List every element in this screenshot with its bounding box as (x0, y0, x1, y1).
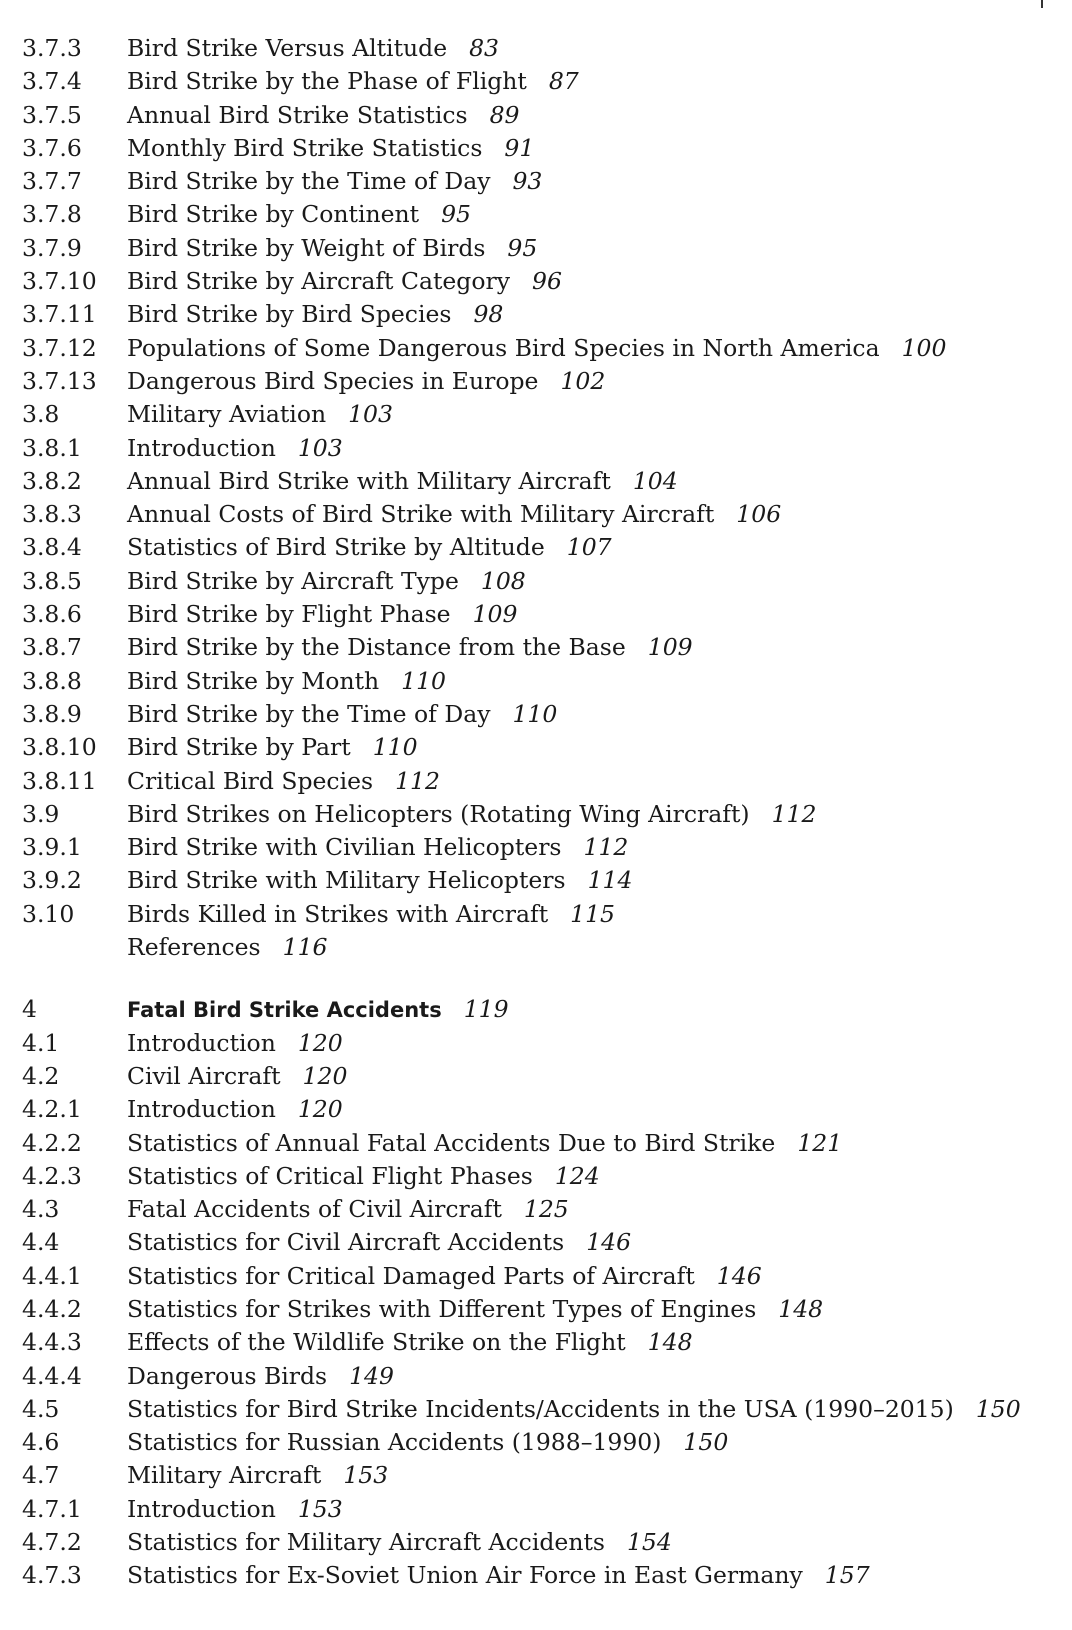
toc-section-number: 3.10 (22, 899, 75, 928)
toc-entry-row (22, 365, 1052, 398)
toc-entry-row (22, 1360, 1052, 1393)
toc-section-number: 3.7.11 (22, 300, 97, 329)
toc-section-title: Fatal Bird Strike Accidents (127, 998, 442, 1023)
toc-section-number: 3.7.5 (22, 100, 82, 129)
toc-entry-row (22, 531, 1052, 564)
toc-page-number: 120 (297, 1028, 343, 1057)
toc-section-number: 4 (22, 995, 37, 1024)
toc-entry-row (22, 864, 1052, 897)
toc-section-number: 3.8.11 (22, 766, 97, 795)
toc-page-number: 109 (647, 633, 693, 662)
toc-entry-row (22, 1559, 1052, 1592)
toc-section-title: Birds Killed in Strikes with Aircraft (127, 899, 549, 928)
toc-section-number: 4.2.2 (22, 1128, 82, 1157)
toc-entry-row (22, 432, 1052, 465)
toc-page-number: 119 (463, 995, 509, 1024)
toc-entry-row (22, 1027, 1052, 1060)
toc-section-title: Bird Strike with Civilian Helicopters (127, 833, 562, 862)
toc-entry-row (22, 665, 1052, 698)
toc-section-title: Bird Strike with Military Helicopters (127, 866, 566, 895)
toc-section-number: 4.2.1 (22, 1095, 82, 1124)
toc-section-title: Statistics of Critical Flight Phases (127, 1161, 533, 1190)
toc-entry-row (22, 298, 1052, 331)
toc-page-number: 106 (736, 500, 782, 529)
toc-entry-row (22, 465, 1052, 498)
toc-section-title: Annual Costs of Bird Strike with Military Aircraft (127, 500, 715, 529)
toc-entry-row (22, 198, 1052, 231)
toc-page-number: 95 (441, 200, 471, 229)
toc-entry-row (22, 1393, 1052, 1426)
toc-section-title: Bird Strikes on Helicopters (Rotating Wing Aircraft) (127, 799, 750, 828)
toc-section-title: Statistics for Military Aircraft Accidents (127, 1528, 605, 1557)
toc-section-title: Civil Aircraft (127, 1061, 281, 1090)
toc-section-number: 3.8.3 (22, 500, 82, 529)
toc-section-number: 3.8.6 (22, 600, 82, 629)
toc-section-title: Military Aircraft (127, 1461, 322, 1490)
toc-page-number: 149 (349, 1361, 394, 1390)
toc-section-number: 4.4.1 (22, 1261, 82, 1290)
toc-page-number: 115 (570, 899, 616, 928)
toc-page-number: 157 (824, 1561, 870, 1590)
toc-section-number: 3.7.9 (22, 233, 82, 262)
toc-section-number: 4.6 (22, 1428, 60, 1457)
toc-entry-row (22, 1260, 1052, 1293)
toc-entry-row (22, 698, 1052, 731)
table-of-contents (22, 32, 1052, 1593)
toc-page-number: 154 (626, 1528, 672, 1557)
toc-page-number: 104 (632, 466, 678, 495)
toc-entry-row (22, 398, 1052, 431)
toc-section-number: 3.8 (22, 400, 60, 429)
toc-section-title: Statistics of Bird Strike by Altitude (127, 533, 545, 562)
toc-entry-row (22, 498, 1052, 531)
toc-entry-row (22, 1426, 1052, 1459)
toc-entry-row (22, 65, 1052, 98)
toc-page-number: 87 (548, 67, 579, 96)
toc-section-number: 4.5 (22, 1394, 60, 1423)
toc-section-title: Statistics of Annual Fatal Accidents Due to Bird Strike (127, 1128, 776, 1157)
toc-page-number: 150 (975, 1394, 1021, 1423)
toc-entry-row (22, 898, 1052, 931)
toc-page-number: 110 (512, 699, 558, 728)
toc-page-number: 146 (716, 1261, 762, 1290)
toc-page-number: 120 (297, 1095, 343, 1124)
toc-section-number: 3.7.13 (22, 366, 97, 395)
toc-entry-row (22, 1459, 1052, 1492)
toc-section-number: 4.4.4 (22, 1361, 82, 1390)
toc-section-title: Military Aviation (127, 400, 327, 429)
toc-entry-row (22, 1226, 1052, 1259)
toc-entry-row (22, 1160, 1052, 1193)
toc-page-number: 83 (469, 34, 500, 62)
toc-section-title: Bird Strike Versus Altitude (127, 34, 448, 62)
toc-page-number: 95 (507, 233, 538, 262)
toc-section-number: 4.4.2 (22, 1294, 82, 1323)
toc-page-number: 103 (348, 400, 393, 429)
toc-section-title: Bird Strike by the Time of Day (127, 699, 491, 728)
toc-section-number: 3.8.10 (22, 733, 97, 762)
toc-section-title: Statistics for Critical Damaged Parts of Aircraft (127, 1261, 695, 1290)
toc-section-title: Dangerous Birds (127, 1361, 328, 1390)
toc-section-title: References (127, 933, 261, 962)
toc-chapter-row (22, 993, 1052, 1026)
toc-section-title: Introduction (127, 1494, 276, 1523)
toc-section-number: 4.7 (22, 1461, 60, 1490)
toc-entry-row (22, 232, 1052, 265)
toc-page-number: 109 (472, 600, 518, 629)
toc-section-title: Statistics for Strikes with Different Types of Engines (127, 1294, 757, 1323)
toc-section-title: Bird Strike by Weight of Birds (127, 233, 486, 262)
toc-section-title: Bird Strike by Bird Species (127, 300, 452, 329)
toc-section-title: Annual Bird Strike with Military Aircraft (127, 466, 611, 495)
toc-section-title: Bird Strike by Continent (127, 200, 420, 229)
toc-section-number: 4.7.3 (22, 1561, 82, 1590)
toc-section-number: 3.7.7 (22, 167, 82, 196)
toc-page-number: 148 (778, 1294, 824, 1323)
toc-section-number: 3.8.2 (22, 466, 82, 495)
toc-entry-row (22, 1193, 1052, 1226)
toc-section-title: Fatal Accidents of Civil Aircraft (127, 1195, 502, 1224)
toc-section-title: Bird Strike by the Distance from the Base (127, 633, 626, 662)
toc-page-number: 146 (586, 1228, 632, 1257)
toc-section-number: 3.7.3 (22, 34, 82, 62)
toc-page-number: 110 (401, 666, 447, 695)
toc-entry-row (22, 631, 1052, 664)
toc-section-number: 4.3 (22, 1195, 60, 1224)
toc-entry-row (22, 99, 1052, 132)
toc-page-number: 120 (302, 1061, 348, 1090)
toc-entry-row (22, 1093, 1052, 1126)
toc-page-number: 93 (512, 167, 543, 196)
toc-entry-row (22, 731, 1052, 764)
page-edge-mark (1041, 0, 1043, 8)
toc-page-number: 153 (297, 1494, 343, 1523)
toc-section-title: Introduction (127, 1028, 276, 1057)
toc-page-number: 150 (683, 1428, 729, 1457)
toc-page-number: 110 (372, 733, 418, 762)
toc-page-number: 102 (560, 366, 606, 395)
toc-section-title: Dangerous Bird Species in Europe (127, 366, 539, 395)
toc-entry-row (22, 165, 1052, 198)
toc-entry-row (22, 798, 1052, 831)
toc-page-number: 116 (282, 933, 328, 962)
toc-section-title: Bird Strike by the Phase of Flight (127, 67, 527, 96)
toc-entry-row (22, 1060, 1052, 1093)
toc-page-number: 125 (523, 1195, 569, 1224)
toc-section-title: Critical Bird Species (127, 766, 374, 795)
toc-page-number: 108 (480, 566, 526, 595)
toc-entry-row (22, 565, 1052, 598)
toc-section-number: 4.7.1 (22, 1494, 82, 1523)
toc-section-number: 4.4.3 (22, 1328, 82, 1357)
toc-section-title: Introduction (127, 433, 276, 462)
toc-entry-row (22, 265, 1052, 298)
toc-section-number: 4.2 (22, 1061, 60, 1090)
toc-entry-row (22, 332, 1052, 365)
toc-section-title: Annual Bird Strike Statistics (127, 100, 468, 129)
toc-entry-row (22, 32, 1052, 65)
toc-section-title: Statistics for Civil Aircraft Accidents (127, 1228, 565, 1257)
toc-entry-row (22, 765, 1052, 798)
toc-page-number: 121 (797, 1128, 843, 1157)
toc-page-number: 112 (583, 833, 629, 862)
toc-section-title: Statistics for Ex-Soviet Union Air Force in East Germany (127, 1561, 803, 1590)
toc-entry-row (22, 598, 1052, 631)
toc-section-title: Bird Strike by the Time of Day (127, 167, 491, 196)
toc-section-title: Bird Strike by Month (127, 666, 380, 695)
toc-section-number: 3.8.7 (22, 633, 82, 662)
toc-section-number: 3.7.8 (22, 200, 82, 229)
toc-page-number: 107 (566, 533, 612, 562)
toc-entry-row (22, 1526, 1052, 1559)
toc-entry-row (22, 132, 1052, 165)
toc-section-number: 3.8.4 (22, 533, 82, 562)
toc-entry-row (22, 931, 1052, 964)
toc-section-number: 3.9.2 (22, 866, 82, 895)
toc-section-number: 4.4 (22, 1228, 60, 1257)
toc-section-number: 4.2.3 (22, 1161, 82, 1190)
toc-page-number: 112 (395, 766, 440, 795)
toc-section-title: Monthly Bird Strike Statistics (127, 133, 483, 162)
toc-section-number: 3.8.5 (22, 566, 82, 595)
toc-page-number: 124 (554, 1161, 600, 1190)
toc-section-title: Bird Strike by Aircraft Category (127, 267, 511, 296)
toc-entry-row (22, 1127, 1052, 1160)
toc-section-number: 3.8.9 (22, 699, 82, 728)
toc-page-number: 153 (343, 1461, 389, 1490)
toc-section-title: Bird Strike by Aircraft Type (127, 566, 459, 595)
toc-page-number: 112 (771, 799, 817, 828)
toc-page-number: 114 (587, 866, 633, 895)
toc-entry-row (22, 1293, 1052, 1326)
toc-page-number: 103 (297, 433, 343, 462)
toc-section-number: 3.8.8 (22, 666, 82, 695)
toc-section-title: Statistics for Bird Strike Incidents/Accidents in the USA (1990–2015) (127, 1394, 954, 1423)
toc-page-number: 96 (532, 267, 562, 296)
toc-section-number: 3.7.12 (22, 333, 97, 362)
toc-section-number: 4.1 (22, 1028, 60, 1057)
toc-section-number: 3.7.4 (22, 67, 82, 96)
toc-entry-row (22, 1326, 1052, 1359)
toc-entry-row (22, 831, 1052, 864)
toc-page-number: 148 (647, 1328, 693, 1357)
toc-section-title: Bird Strike by Part (127, 733, 351, 762)
toc-section-title: Effects of the Wildlife Strike on the Flight (127, 1328, 626, 1357)
toc-page-number: 98 (473, 300, 504, 329)
toc-section-number: 3.7.6 (22, 133, 82, 162)
toc-page-number: 89 (489, 100, 520, 129)
toc-page-number: 100 (901, 333, 947, 362)
toc-section-number: 3.8.1 (22, 433, 82, 462)
toc-section-title: Bird Strike by Flight Phase (127, 600, 451, 629)
toc-section-number: 3.9.1 (22, 833, 82, 862)
toc-section-title: Statistics for Russian Accidents (1988–1990) (127, 1428, 662, 1457)
toc-section-number: 4.7.2 (22, 1528, 82, 1557)
toc-section-title: Populations of Some Dangerous Bird Species in North America (127, 333, 880, 362)
toc-section-number: 3.9 (22, 799, 60, 828)
toc-entry-row (22, 1493, 1052, 1526)
toc-section-number: 3.7.10 (22, 267, 97, 296)
toc-section-title: Introduction (127, 1095, 276, 1124)
toc-page-number: 91 (504, 133, 535, 162)
